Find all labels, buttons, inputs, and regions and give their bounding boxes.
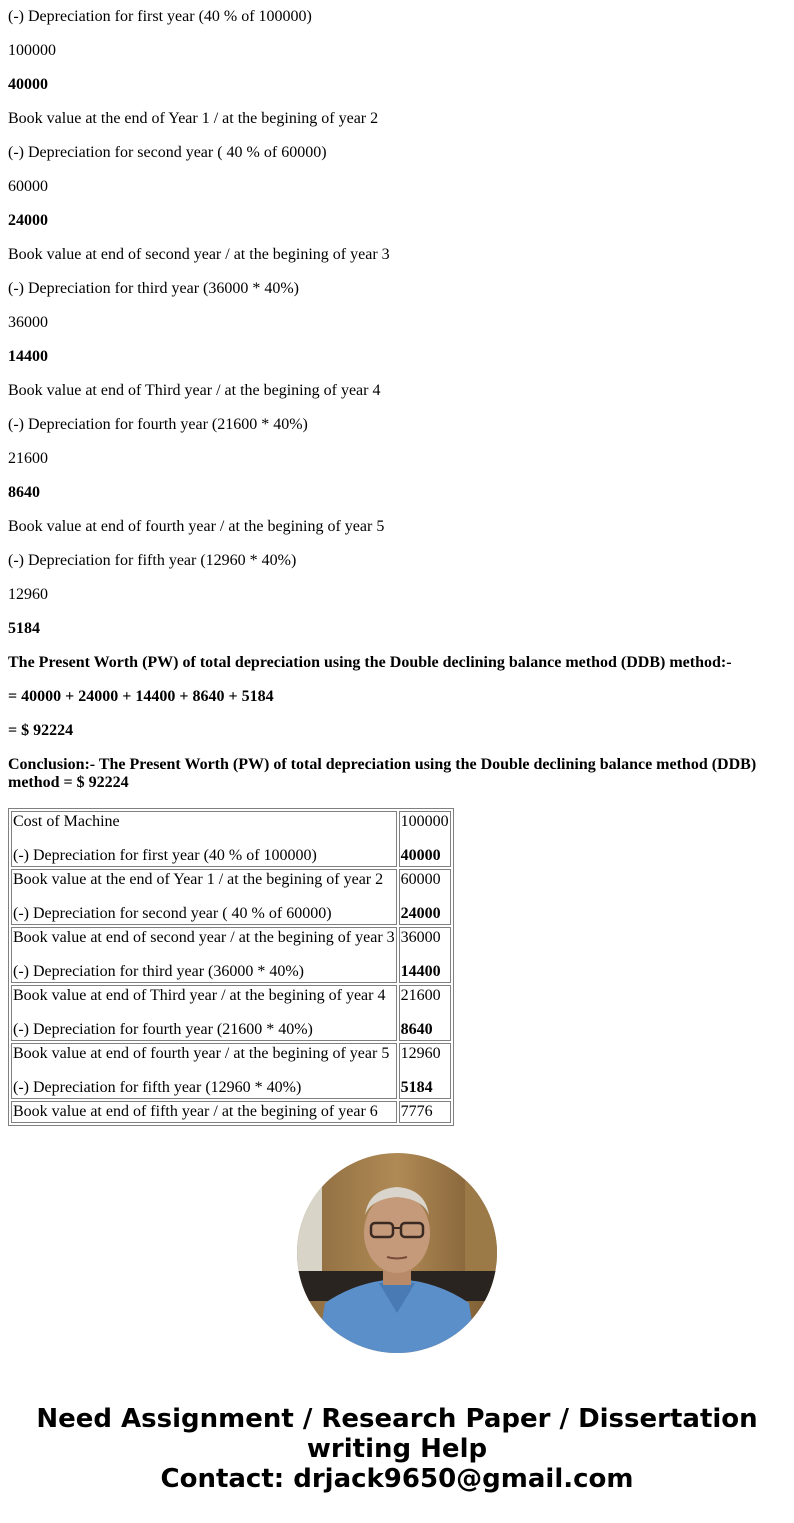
table-value-primary: 7776 <box>400 1103 433 1120</box>
text-line: 40000 <box>8 76 48 93</box>
table-label-secondary: (-) Depreciation for third year (36000 * 40%) <box>13 963 304 980</box>
table-label-cell <box>11 1101 397 1123</box>
text-line: = 40000 + 24000 + 14400 + 8640 + 5184 <box>8 688 274 705</box>
table-label-secondary: (-) Depreciation for second year ( 40 % of 60000) <box>13 905 332 922</box>
text-line: (-) Depreciation for fourth year (21600 * 40%) <box>8 416 308 433</box>
text-line: Book value at end of fourth year / at the begining of year 5 <box>8 518 385 535</box>
text-line: The Present Worth (PW) of total depreciation using the Double declining balance method (DDB) method:- <box>8 654 732 671</box>
table-label-secondary: (-) Depreciation for fifth year (12960 * 40%) <box>13 1079 302 1096</box>
text-line: Book value at end of second year / at the begining of year 3 <box>8 246 390 263</box>
author-avatar <box>297 1153 497 1353</box>
table-value-primary: 21600 <box>400 987 441 1004</box>
table-value-secondary: 40000 <box>400 847 441 864</box>
table-row <box>11 869 451 925</box>
table-value-primary: 60000 <box>400 871 441 888</box>
footer-line-2: writing Help <box>306 1434 488 1464</box>
text-line: (-) Depreciation for second year ( 40 % of 60000) <box>8 144 327 161</box>
table-value-secondary: 8640 <box>400 1021 433 1038</box>
text-line: Conclusion:- The Present Worth (PW) of total depreciation using the Double declining balance method (DDB) method = $ 92224 <box>8 756 757 791</box>
text-line: 36000 <box>8 314 48 331</box>
table-row <box>11 927 451 983</box>
text-line: (-) Depreciation for fifth year (12960 * 40%) <box>8 552 297 569</box>
table-label-primary: Book value at end of fifth year / at the begining of year 6 <box>13 1103 378 1120</box>
table-value-cell <box>399 985 451 1041</box>
text-line: (-) Depreciation for first year (40 % of 100000) <box>8 8 312 25</box>
table-value-primary: 36000 <box>400 929 441 946</box>
depreciation-table <box>8 808 454 1126</box>
table-label-secondary: (-) Depreciation for fourth year (21600 * 40%) <box>13 1021 313 1038</box>
table-value-cell <box>399 869 451 925</box>
table-row <box>11 1101 451 1123</box>
table-label-secondary: (-) Depreciation for first year (40 % of 100000) <box>13 847 317 864</box>
avatar-photo <box>297 1153 497 1353</box>
table-label-cell <box>11 927 397 983</box>
text-line: 24000 <box>8 212 48 229</box>
table-label-cell <box>11 811 397 867</box>
table-value-primary: 12960 <box>400 1045 441 1062</box>
table-label-primary: Book value at the end of Year 1 / at the begining of year 2 <box>13 871 384 888</box>
table-label-cell <box>11 1043 397 1099</box>
table-value-secondary: 14400 <box>400 963 441 980</box>
solution-lines <box>8 8 786 792</box>
text-line: 14400 <box>8 348 48 365</box>
text-line: 8640 <box>8 484 40 501</box>
footer-line-1: Need Assignment / Research Paper / Dissertation <box>36 1404 758 1434</box>
text-line: 5184 <box>8 620 40 637</box>
table-value-cell <box>399 1101 451 1123</box>
table-value-secondary: 5184 <box>400 1079 433 1096</box>
table-value-primary: 100000 <box>400 813 449 830</box>
table-row <box>11 1043 451 1099</box>
footer-banner <box>0 1404 794 1494</box>
table-label-primary: Book value at end of Third year / at the begining of year 4 <box>13 987 386 1004</box>
text-line: Book value at end of Third year / at the begining of year 4 <box>8 382 381 399</box>
table-label-primary: Book value at end of fourth year / at the begining of year 5 <box>13 1045 390 1062</box>
text-line: 100000 <box>8 42 56 59</box>
text-line: 60000 <box>8 178 48 195</box>
table-value-cell <box>399 1043 451 1099</box>
text-line: Book value at the end of Year 1 / at the begining of year 2 <box>8 110 379 127</box>
table-row <box>11 985 451 1041</box>
table-label-cell <box>11 985 397 1041</box>
table-label-primary: Book value at end of second year / at the begining of year 3 <box>13 929 395 946</box>
footer-contact: Contact: drjack9650@gmail.com <box>160 1464 634 1494</box>
text-line: 12960 <box>8 586 48 603</box>
table-label-cell <box>11 869 397 925</box>
table-value-cell <box>399 811 451 867</box>
table-row <box>11 811 451 867</box>
text-line: 21600 <box>8 450 48 467</box>
text-line: = $ 92224 <box>8 722 74 739</box>
text-line: (-) Depreciation for third year (36000 * 40%) <box>8 280 299 297</box>
table-label-primary: Cost of Machine <box>13 813 120 830</box>
table-value-secondary: 24000 <box>400 905 441 922</box>
table-value-cell <box>399 927 451 983</box>
